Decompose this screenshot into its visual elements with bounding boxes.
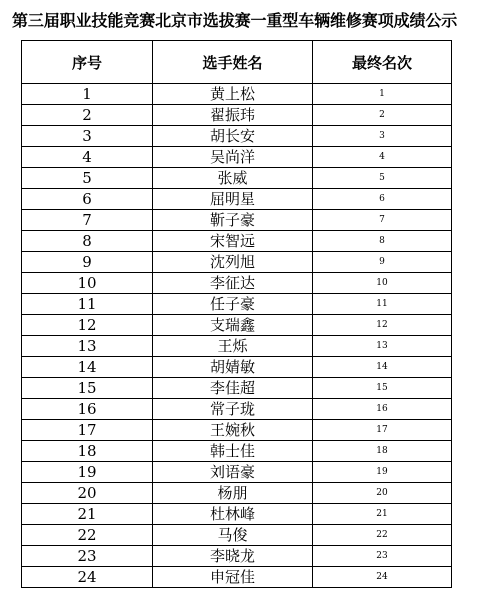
table-row — [22, 462, 452, 483]
cell-number: 1 — [22, 84, 153, 105]
cell-number: 11 — [22, 294, 153, 315]
cell-name: 刘语豪 — [153, 462, 313, 483]
cell-final-rank: 2 — [313, 105, 452, 126]
cell-final-rank: 6 — [313, 189, 452, 210]
cell-final-rank: 18 — [313, 441, 452, 462]
cell-final-rank: 15 — [313, 378, 452, 399]
table-row — [22, 210, 452, 231]
cell-name: 黄上松 — [153, 84, 313, 105]
cell-name: 杜林峰 — [153, 504, 313, 525]
cell-number: 9 — [22, 252, 153, 273]
table-row — [22, 567, 452, 588]
cell-number: 6 — [22, 189, 153, 210]
cell-number: 22 — [22, 525, 153, 546]
cell-name: 任子豪 — [153, 294, 313, 315]
cell-name: 靳子豪 — [153, 210, 313, 231]
table-row — [22, 336, 452, 357]
table-row — [22, 147, 452, 168]
cell-name: 吴尚洋 — [153, 147, 313, 168]
results-table — [21, 40, 452, 588]
cell-number: 15 — [22, 378, 153, 399]
table-row — [22, 315, 452, 336]
cell-number: 19 — [22, 462, 153, 483]
cell-name: 沈列旭 — [153, 252, 313, 273]
cell-name: 李征达 — [153, 273, 313, 294]
table-row — [22, 525, 452, 546]
table-row — [22, 126, 452, 147]
cell-name: 宋智远 — [153, 231, 313, 252]
cell-final-rank: 5 — [313, 168, 452, 189]
cell-name: 张威 — [153, 168, 313, 189]
cell-final-rank: 19 — [313, 462, 452, 483]
cell-name: 胡长安 — [153, 126, 313, 147]
table-row — [22, 378, 452, 399]
cell-final-rank: 8 — [313, 231, 452, 252]
cell-name: 常子珑 — [153, 399, 313, 420]
table-row — [22, 84, 452, 105]
cell-number: 8 — [22, 231, 153, 252]
table-header-row — [22, 41, 452, 84]
cell-name: 支瑞鑫 — [153, 315, 313, 336]
cell-final-rank: 4 — [313, 147, 452, 168]
cell-name: 翟振玮 — [153, 105, 313, 126]
table-row — [22, 504, 452, 525]
table-row — [22, 357, 452, 378]
cell-final-rank: 7 — [313, 210, 452, 231]
cell-final-rank: 21 — [313, 504, 452, 525]
cell-number: 20 — [22, 483, 153, 504]
cell-final-rank: 10 — [313, 273, 452, 294]
cell-final-rank: 24 — [313, 567, 452, 588]
cell-number: 4 — [22, 147, 153, 168]
page-title: 第三届职业技能竞赛北京市选拔赛一重型车辆维修赛项成绩公示 — [12, 11, 458, 30]
cell-final-rank: 3 — [313, 126, 452, 147]
table-row — [22, 252, 452, 273]
cell-name: 李佳超 — [153, 378, 313, 399]
cell-number: 21 — [22, 504, 153, 525]
table-body — [22, 84, 452, 588]
cell-final-rank: 11 — [313, 294, 452, 315]
table-row — [22, 420, 452, 441]
cell-final-rank: 23 — [313, 546, 452, 567]
header-number: 序号 — [22, 41, 153, 84]
cell-name: 申冠佳 — [153, 567, 313, 588]
cell-number: 16 — [22, 399, 153, 420]
table-row — [22, 441, 452, 462]
table-row — [22, 189, 452, 210]
cell-number: 3 — [22, 126, 153, 147]
cell-number: 24 — [22, 567, 153, 588]
cell-number: 17 — [22, 420, 153, 441]
cell-final-rank: 1 — [313, 84, 452, 105]
cell-number: 10 — [22, 273, 153, 294]
cell-number: 18 — [22, 441, 153, 462]
cell-number: 2 — [22, 105, 153, 126]
cell-final-rank: 16 — [313, 399, 452, 420]
cell-number: 12 — [22, 315, 153, 336]
table-row — [22, 399, 452, 420]
cell-name: 杨朋 — [153, 483, 313, 504]
table-row — [22, 483, 452, 504]
cell-final-rank: 14 — [313, 357, 452, 378]
table-row — [22, 231, 452, 252]
cell-final-rank: 12 — [313, 315, 452, 336]
cell-final-rank: 9 — [313, 252, 452, 273]
header-final-rank: 最终名次 — [313, 41, 452, 84]
cell-name: 王烁 — [153, 336, 313, 357]
cell-number: 7 — [22, 210, 153, 231]
header-name: 选手姓名 — [153, 41, 313, 84]
cell-final-rank: 17 — [313, 420, 452, 441]
cell-number: 23 — [22, 546, 153, 567]
cell-final-rank: 13 — [313, 336, 452, 357]
table-row — [22, 105, 452, 126]
cell-name: 马俊 — [153, 525, 313, 546]
cell-name: 胡婧敏 — [153, 357, 313, 378]
cell-number: 14 — [22, 357, 153, 378]
cell-final-rank: 20 — [313, 483, 452, 504]
cell-name: 屈明星 — [153, 189, 313, 210]
cell-number: 5 — [22, 168, 153, 189]
cell-final-rank: 22 — [313, 525, 452, 546]
cell-number: 13 — [22, 336, 153, 357]
cell-name: 韩士佳 — [153, 441, 313, 462]
table-row — [22, 294, 452, 315]
cell-name: 李晓龙 — [153, 546, 313, 567]
table-row — [22, 273, 452, 294]
table-row — [22, 168, 452, 189]
table-row — [22, 546, 452, 567]
cell-name: 王婉秋 — [153, 420, 313, 441]
